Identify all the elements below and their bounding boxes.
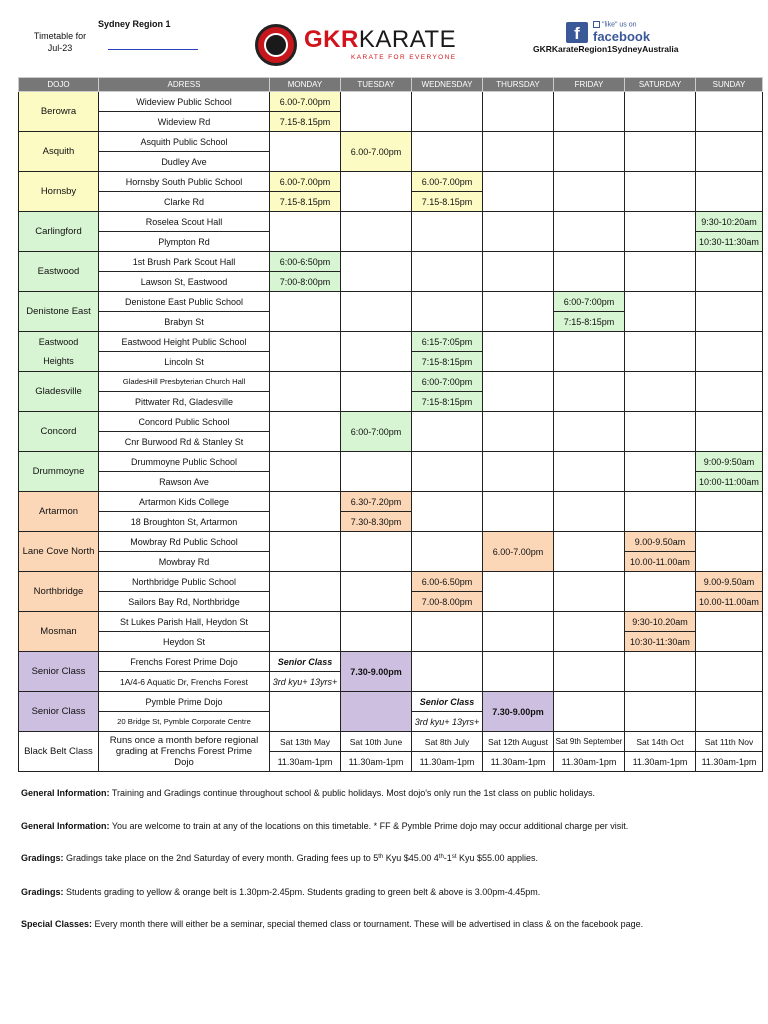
class-time: 7.00-8.00pm xyxy=(412,592,483,612)
class-time: 6.00-7.00pm xyxy=(412,172,483,192)
senior-class-label: Senior Class xyxy=(412,692,483,712)
info-text: Kyu $45.00 4 xyxy=(383,853,439,863)
class-time: 11.30am-1pm xyxy=(554,752,625,772)
facebook-like-label: "like" us on xyxy=(602,21,637,29)
table-row xyxy=(19,252,763,272)
info-label: Gradings: xyxy=(21,853,64,863)
address-line: Pymble Prime Dojo xyxy=(99,692,270,712)
address-line: GladesHill Presbyterian Church Hall xyxy=(99,372,270,392)
info-label: Gradings: xyxy=(21,887,64,897)
dojo-name: Northbridge xyxy=(19,572,99,612)
info-text: Kyu $55.00 applies. xyxy=(456,853,539,863)
class-time: 6:00-6:50pm xyxy=(270,252,341,272)
table-row xyxy=(19,292,763,312)
address-line: Rawson Ave xyxy=(99,472,270,492)
table-row xyxy=(19,372,763,392)
class-time: 6.00-7.00pm xyxy=(483,532,554,572)
dojo-name: Asquith xyxy=(19,132,99,172)
table-row xyxy=(19,652,763,672)
info-general-1 xyxy=(21,788,751,798)
address-line: Drummoyne Public School xyxy=(99,452,270,472)
class-time: 10.00-11.00am xyxy=(696,592,763,612)
table-row xyxy=(19,732,763,752)
dojo-name: Senior Class xyxy=(19,652,99,692)
address-line: Brabyn St xyxy=(99,312,270,332)
dojo-name: Mosman xyxy=(19,612,99,652)
table-row xyxy=(19,532,763,552)
timetable-month: Jul-23 xyxy=(47,43,73,53)
info-sup: st xyxy=(451,854,457,860)
class-time: 9:30-10.20am xyxy=(625,612,696,632)
dojo-name-line1: Eastwood xyxy=(19,332,99,352)
class-time: 6:00-7:00pm xyxy=(341,412,412,452)
facebook-handle[interactable]: GKRKarateRegion1SydneyAustralia xyxy=(533,44,679,54)
timetable xyxy=(18,77,763,772)
address-line: 1A/4-6 Aquatic Dr, Frenchs Forest xyxy=(99,672,270,692)
class-time: 11.30am-1pm xyxy=(270,752,341,772)
info-text: Training and Gradings continue throughout school & public holidays. Most dojo's only run the 1st class on public holidays. xyxy=(109,788,596,798)
class-time: 9.00-9.50am xyxy=(696,572,763,592)
class-time: 6.00-7.00pm xyxy=(270,172,341,192)
dojo-name: Concord xyxy=(19,412,99,452)
dojo-name: Drummoyne xyxy=(19,452,99,492)
class-time: 10:00-11:00am xyxy=(696,472,763,492)
class-time: 11.30am-1pm xyxy=(412,752,483,772)
info-gradings-1 xyxy=(21,853,751,863)
address-line: Dudley Ave xyxy=(99,152,270,172)
info-label: General Information: xyxy=(21,821,110,831)
dojo-name: Lane Cove North xyxy=(19,532,99,572)
grading-date: Sat 12th August xyxy=(483,732,554,752)
senior-class-requirement: 3rd kyu+ 13yrs+ xyxy=(270,672,341,692)
address-line: Wideview Rd xyxy=(99,112,270,132)
timetable-for-text: Timetable for xyxy=(33,31,87,41)
facebook-icon: f xyxy=(566,22,588,43)
dojo-name: Artarmon xyxy=(19,492,99,532)
header-saturday: SATURDAY xyxy=(625,78,696,92)
info-special-classes xyxy=(21,919,751,929)
class-time: 11.30am-1pm xyxy=(625,752,696,772)
class-time: 7.30-9.00pm xyxy=(341,652,412,692)
header-monday: MONDAY xyxy=(270,78,341,92)
class-time: 6:15-7:05pm xyxy=(412,332,483,352)
gkr-emblem-icon xyxy=(255,24,297,66)
grading-date: Sat 11th Nov xyxy=(696,732,763,752)
class-time: 6.00-6.50pm xyxy=(412,572,483,592)
class-time: 9.00-9.50am xyxy=(625,532,696,552)
address-line: Mowbray Rd Public School xyxy=(99,532,270,552)
address-line: Pittwater Rd, Gladesville xyxy=(99,392,270,412)
address-line: 18 Broughton St, Artarmon xyxy=(99,512,270,532)
address-line: Lincoln St xyxy=(99,352,270,372)
class-time: 11.30am-1pm xyxy=(341,752,412,772)
facebook-badge[interactable] xyxy=(566,22,676,44)
address-line: Heydon St xyxy=(99,632,270,652)
info-sup: th xyxy=(378,854,384,860)
gkr-karate-logo xyxy=(255,24,470,64)
info-text: You are welcome to train at any of the locations on this timetable. * FF & Pymble Prime dojo may occur additional charge per visit. xyxy=(109,821,629,831)
class-time: 7:15-8:15pm xyxy=(412,392,483,412)
grading-date: Sat 9th September xyxy=(554,732,625,752)
facebook-wordmark: facebook xyxy=(593,29,651,44)
address-note: Runs once a month before regional grading at Frenchs Forest Prime Dojo xyxy=(99,732,270,772)
grading-date: Sat 10th June xyxy=(341,732,412,752)
table-row xyxy=(19,92,763,112)
brand-gkr: GKR xyxy=(304,26,359,53)
class-time: 6:00-7:00pm xyxy=(554,292,625,312)
dojo-name: Denistone East xyxy=(19,292,99,332)
info-text: Gradings take place on the 2nd Saturday of every month. Grading fees up to 5 xyxy=(63,853,379,863)
address-line: Northbridge Public School xyxy=(99,572,270,592)
table-row xyxy=(19,212,763,232)
class-time: 7.30-8.30pm xyxy=(341,512,412,532)
table-row xyxy=(19,332,763,352)
address-line: Denistone East Public School xyxy=(99,292,270,312)
class-time: 7.15-8.15pm xyxy=(270,112,341,132)
address-line: Artarmon Kids College xyxy=(99,492,270,512)
facebook-like-text xyxy=(593,21,637,28)
info-label: Special Classes: xyxy=(21,919,93,929)
address-line: Cnr Burwood Rd & Stanley St xyxy=(99,432,270,452)
table-header-row xyxy=(19,78,763,92)
class-time: 11.30am-1pm xyxy=(483,752,554,772)
class-time: 6.00-7.00pm xyxy=(270,92,341,112)
class-time: 7.15-8.15pm xyxy=(412,192,483,212)
class-time: 10.00-11.00am xyxy=(625,552,696,572)
address-line: 1st Brush Park Scout Hall xyxy=(99,252,270,272)
info-text: Students grading to yellow & orange belt is 1.30pm-2.45pm. Students grading to green belt & above is 3.00pm-4.45pm. xyxy=(63,887,541,897)
header-tuesday: TUESDAY xyxy=(341,78,412,92)
brand-name xyxy=(304,26,456,54)
dojo-name: Gladesville xyxy=(19,372,99,412)
class-time: 10:30-11:30am xyxy=(696,232,763,252)
header-wednesday: WEDNESDAY xyxy=(412,78,483,92)
info-text: Every month there will either be a seminar, special themed class or tournament. These will be advertised in class & on the facebook page. xyxy=(92,919,644,929)
address-line: Mowbray Rd xyxy=(99,552,270,572)
address-line: St Lukes Parish Hall, Heydon St xyxy=(99,612,270,632)
class-time: 7:15-8:15pm xyxy=(554,312,625,332)
address-line: Plympton Rd xyxy=(99,232,270,252)
dojo-name: Hornsby xyxy=(19,172,99,212)
address-line: Hornsby South Public School xyxy=(99,172,270,192)
address-line: Asquith Public School xyxy=(99,132,270,152)
dojo-name: Black Belt Class xyxy=(19,732,99,772)
grading-date: Sat 8th July xyxy=(412,732,483,752)
dojo-name: Carlingford xyxy=(19,212,99,252)
class-time: 9:00-9:50am xyxy=(696,452,763,472)
timetable-for-label xyxy=(32,30,88,54)
dojo-name: Senior Class xyxy=(19,692,99,732)
brand-karate: KARATE xyxy=(358,26,457,53)
brand-tagline: KARATE FOR EVERYONE xyxy=(351,54,457,61)
address-line: Eastwood Height Public School xyxy=(99,332,270,352)
class-time: 9:30-10:20am xyxy=(696,212,763,232)
header-thursday: THURSDAY xyxy=(483,78,554,92)
class-time: 6.30-7.20pm xyxy=(341,492,412,512)
table-row xyxy=(19,572,763,592)
table-row xyxy=(19,692,763,712)
class-time: 7.30-9.00pm xyxy=(483,692,554,732)
grading-date: Sat 13th May xyxy=(270,732,341,752)
dojo-name: Eastwood xyxy=(19,252,99,292)
header-sunday: SUNDAY xyxy=(696,78,763,92)
senior-class-label: Senior Class xyxy=(270,652,341,672)
address-line: 20 Bridge St, Pymble Corporate Centre xyxy=(99,712,270,732)
table-row xyxy=(19,172,763,192)
table-row xyxy=(19,452,763,472)
header xyxy=(0,0,768,72)
info-label: General Information: xyxy=(21,788,110,798)
class-time: 7:00-8:00pm xyxy=(270,272,341,292)
address-line: Clarke Rd xyxy=(99,192,270,212)
table-row xyxy=(19,412,763,432)
address-line: Frenchs Forest Prime Dojo xyxy=(99,652,270,672)
info-general-2 xyxy=(21,821,751,831)
region-underline xyxy=(108,49,198,50)
dojo-name-line2: Heights xyxy=(19,352,99,372)
class-time: 6.00-7.00pm xyxy=(341,132,412,172)
class-time: 6:00-7:00pm xyxy=(412,372,483,392)
address-line: Concord Public School xyxy=(99,412,270,432)
address-line: Roselea Scout Hall xyxy=(99,212,270,232)
thumbs-up-icon xyxy=(593,21,600,28)
info-text: -1 xyxy=(443,853,452,863)
class-time: 7.15-8.15pm xyxy=(270,192,341,212)
table-row xyxy=(19,612,763,632)
class-time: 7:15-8:15pm xyxy=(412,352,483,372)
header-address: ADRESS xyxy=(99,78,270,92)
class-time: 11.30am-1pm xyxy=(696,752,763,772)
class-time: 10:30-11:30am xyxy=(625,632,696,652)
table-row xyxy=(19,492,763,512)
address-line: Wideview Public School xyxy=(99,92,270,112)
address-line: Lawson St, Eastwood xyxy=(99,272,270,292)
table-row xyxy=(19,132,763,152)
info-gradings-2 xyxy=(21,887,751,897)
region-title: Sydney Region 1 xyxy=(98,19,171,29)
header-friday: FRIDAY xyxy=(554,78,625,92)
dojo-name: Berowra xyxy=(19,92,99,132)
senior-class-requirement: 3rd kyu+ 13yrs+ xyxy=(412,712,483,732)
grading-date: Sat 14th Oct xyxy=(625,732,696,752)
address-line: Sailors Bay Rd, Northbridge xyxy=(99,592,270,612)
info-sup: th xyxy=(438,854,444,860)
header-dojo: DOJO xyxy=(19,78,99,92)
